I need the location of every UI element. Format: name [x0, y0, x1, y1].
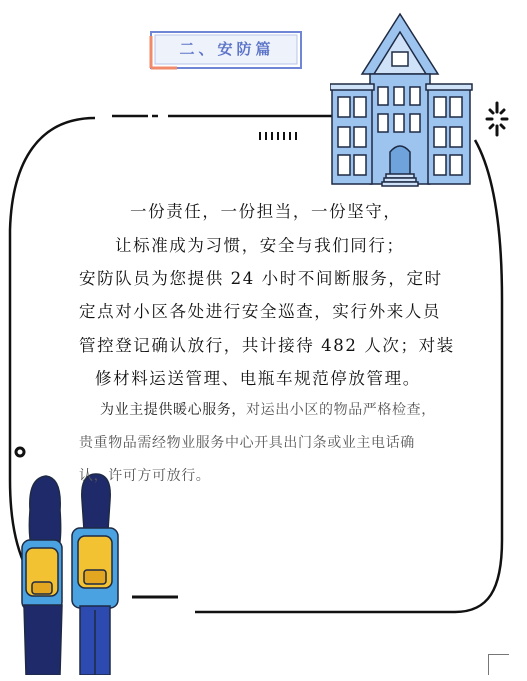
text-line-6: 修材料运送管理、电瓶车规范停放管理。: [95, 369, 421, 388]
text-line-9: 认，许可方可放行。: [79, 468, 211, 484]
sparkle-decoration-icon: [487, 103, 507, 135]
students-with-backpacks-icon: [18, 470, 128, 675]
text-line-7-rest: 对运出小区的物品严格检查，: [246, 402, 436, 418]
text-line-2: 让标准成为习惯，安全与我们同行；: [115, 236, 405, 255]
text-line-5: 管控登记确认放行，共计接待 482 人次；对装: [79, 336, 455, 355]
text-line-7: [100, 399, 436, 419]
school-building-icon: [330, 12, 475, 190]
text-line-4: 定点对小区各处进行安全巡查，实行外来人员: [79, 302, 441, 321]
text-line-3: 安防队员为您提供 24 小时不间断服务，定时: [79, 269, 443, 288]
text-line-7-lead: 为业主提供暖心服务，: [100, 402, 246, 418]
page-corner-mark: [488, 654, 509, 675]
text-line-8: 贵重物品需经物业服务中心开具出门条或业主电话确: [79, 435, 415, 451]
text-line-1: 一份责任，一份担当，一份坚守，: [130, 202, 402, 221]
section-title: 二、安防篇: [179, 40, 275, 58]
